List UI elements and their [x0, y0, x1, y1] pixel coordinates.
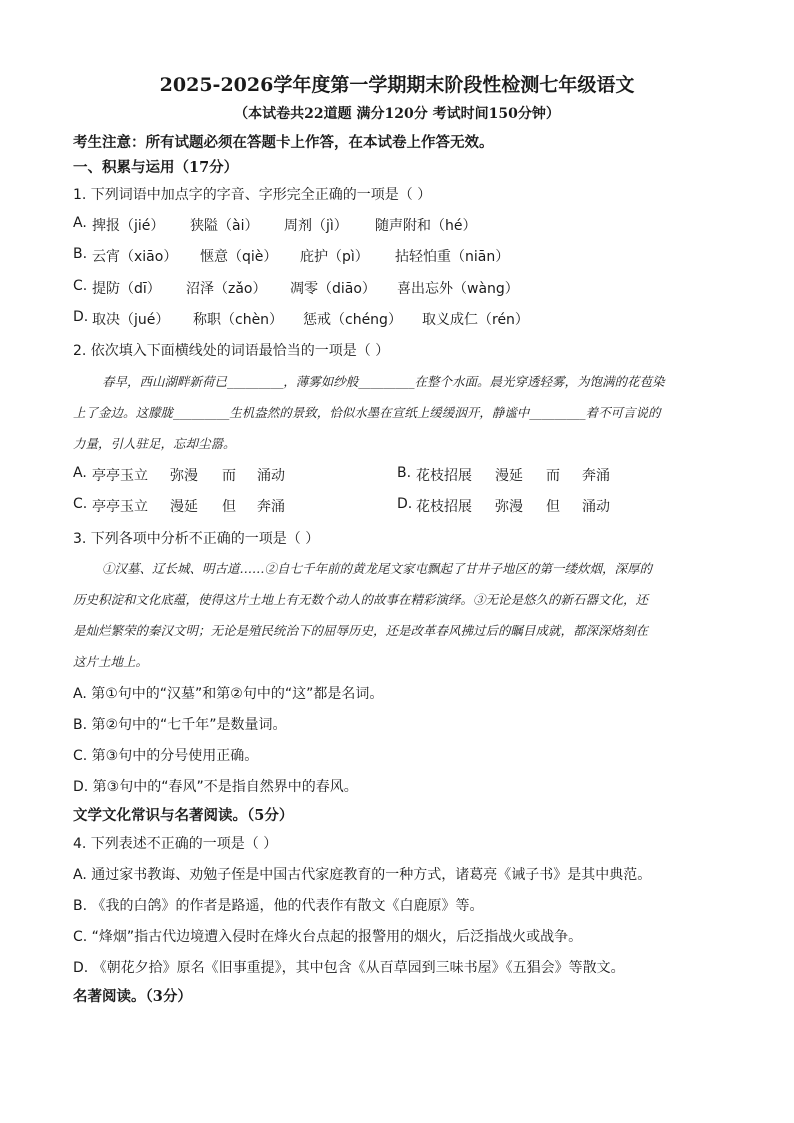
option-label: D. — [73, 309, 89, 325]
question-3-option-a: A. 第①句中的“汉墓”和第②句中的“这”都是名词。 — [73, 686, 384, 702]
question-3-passage-line-3: 是灿烂繁荣的秦汉文明；无论是殖民统治下的屈辱历史，还是改革春风拂过后的瞩目成就，都深深烙刻在 — [73, 623, 649, 638]
question-4-option-c: C. “烽烟”指古代边境遭入侵时在烽火台点起的报警用的烟火，后泛指战火或战争。 — [73, 929, 583, 945]
question-2-passage-line-3: 力量，引人驻足，忘却尘嚣。 — [73, 436, 236, 451]
question-2-passage-line-1: 春早，西山湖畔新荷已_________，薄雾如纱般_________在整个水面。晨光穿透轻雾，为饱满的花苞染 — [102, 374, 665, 389]
option-item: 亭亭玉立 — [92, 468, 148, 484]
option-label: B. — [73, 246, 88, 262]
question-3-option-c: C. 第③句中的分号使用正确。 — [73, 748, 259, 764]
option-item: 拈轻怕重（niān） — [395, 249, 510, 265]
option-label: A. — [73, 465, 87, 481]
option-item: 涌动 — [582, 499, 610, 515]
question-3-option-b: B. 第②句中的“七千年”是数量词。 — [73, 717, 287, 733]
question-3-option-d: D. 第③句中的“春风”不是指自然界中的春风。 — [73, 779, 358, 795]
question-2-passage-line-2: 上了金边。这朦胧_________生机盎然的景致，恰似水墨在宣纸上缓缓洇开，静谧中_________着不可言说的 — [73, 405, 661, 420]
option-item: 云宵（xiāo） — [92, 249, 178, 265]
option-item: 而 — [222, 468, 236, 484]
option-item: 凋零（diāo） — [290, 281, 376, 297]
question-4-stem: 4. 下列表述不正确的一项是（ ） — [73, 836, 278, 852]
option-item: 而 — [546, 468, 560, 484]
question-4-option-d: D. 《朝花夕拾》原名《旧事重提》，其中包含《从百草园到三味书屋》《五猖会》等散文。 — [73, 960, 625, 976]
option-item: 奔涌 — [257, 499, 285, 515]
question-4-option-b: B. 《我的白鸽》的作者是路遥，他的代表作有散文《白鹿原》等。 — [73, 898, 484, 914]
question-1-stem: 1. 下列词语中加点字的字音、字形完全正确的一项是（ ） — [73, 187, 432, 203]
option-item: 捭报（jié） — [92, 218, 165, 234]
option-label: D. — [397, 496, 413, 512]
option-item: 狭隘（ài） — [190, 218, 259, 234]
option-item: 称职（chèn） — [193, 312, 284, 328]
option-item: 奔涌 — [582, 468, 610, 484]
question-2-stem: 2. 依次填入下面横线处的词语最恰当的一项是（ ） — [73, 343, 390, 359]
question-3-passage-line-2: 历史积淀和文化底蕴，使得这片土地上有无数个动人的故事在精彩演绎。③无论是悠久的新石器文化，还 — [73, 592, 649, 607]
question-3-stem: 3. 下列各项中分析不正确的一项是（ ） — [73, 531, 320, 547]
option-item: 提防（dī） — [92, 281, 161, 297]
option-item: 弥漫 — [170, 468, 198, 484]
question-3-passage-line-1: ①汉墓、辽长城、明古道……②自七千年前的黄龙尾文家屯飘起了甘井子地区的第一缕炊烟，深厚的 — [102, 561, 653, 576]
section-heading-3: 名著阅读。（3分） — [73, 988, 192, 1005]
option-label: C. — [73, 496, 88, 512]
option-item: 惩戒（chéng） — [303, 312, 402, 328]
section-heading-1: 一、积累与运用（17分） — [73, 159, 239, 176]
option-item: 取决（jué） — [92, 312, 170, 328]
option-item: 但 — [222, 499, 236, 515]
exam-notice: 考生注意：所有试题必须在答题卡上作答，在本试卷上作答无效。 — [73, 134, 494, 151]
exam-subtitle: （本试卷共22道题 满分120分 考试时间150分钟） — [234, 106, 560, 122]
option-item: 沼泽（zǎo） — [186, 281, 267, 297]
option-item: 漫延 — [495, 468, 523, 484]
option-item: 弥漫 — [495, 499, 523, 515]
option-item: 亭亭玉立 — [92, 499, 148, 515]
option-item: 漫延 — [170, 499, 198, 515]
question-3-passage-line-4: 这片土地上。 — [73, 654, 149, 669]
option-label: B. — [397, 465, 412, 481]
question-4-option-a: A. 通过家书教诲、劝勉子侄是中国古代家庭教育的一种方式，诸葛亮《诫子书》是其中典范。 — [73, 867, 652, 883]
option-item: 喜出忘外（wàng） — [397, 281, 519, 297]
option-item: 涌动 — [257, 468, 285, 484]
option-item: 花枝招展 — [416, 468, 472, 484]
option-item: 花枝招展 — [416, 499, 472, 515]
option-item: 随声附和（hé） — [375, 218, 477, 234]
option-item: 取义成仁（rén） — [422, 312, 529, 328]
option-label: C. — [73, 278, 88, 294]
option-item: 但 — [546, 499, 560, 515]
option-item: 周剂（jì） — [284, 218, 348, 234]
option-label: A. — [73, 215, 87, 231]
exam-title: 2025-2026学年度第一学期期末阶段性检测七年级语文 — [159, 74, 635, 96]
option-item: 惬意（qiè） — [200, 249, 278, 265]
option-item: 庇护（pì） — [300, 249, 369, 265]
section-heading-2: 文学文化常识与名著阅读。（5分） — [73, 807, 294, 824]
